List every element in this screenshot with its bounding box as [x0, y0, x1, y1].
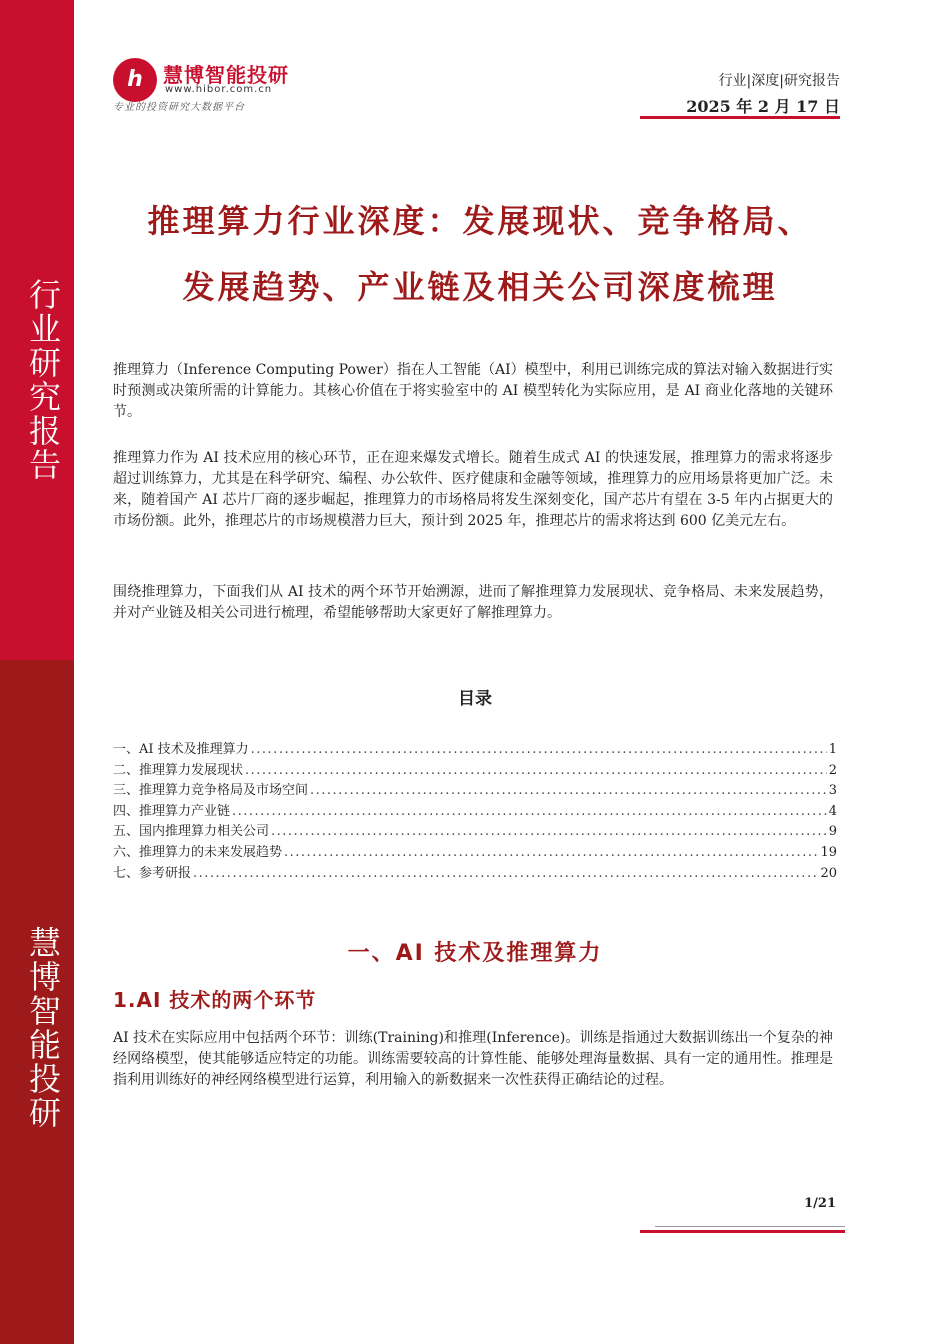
toc-entry-page: 1 [828, 742, 837, 757]
toc-leader-dots [232, 804, 827, 819]
toc-title: 目录 [458, 689, 492, 709]
section-paragraph-1: AI 技术在实际应用中包括两个环节：训练(Training)和推理(Inference)。训练是指通过大数据训练出一个复杂的神经网络模型，使其能够适应特定的功能。训练需要较高的计算性能、能够处理海量数据、具有一定的通用性。推理是指利用训练好的神经网络模型进行运算，利用输入的新数据来一次性获得正确结论的过程。 [113, 1030, 833, 1088]
logo-url: www.hibor.com.cn [165, 84, 273, 95]
toc-entry-label: 四、推理算力产业链 [113, 803, 231, 819]
toc-leader-dots [310, 783, 827, 798]
intro-paragraph-2: 推理算力作为 AI 技术应用的核心环节，正在迎来爆发式增长。随着生成式 AI 的快速发展，推理算力的需求将逐步超过训练算力，尤其是在科学研究、编程、办公软件、医疗健康和金融等领域，推理算力的应用场景将更加广泛。未来，随着国产 AI 芯片厂商的逐步崛起，推理算力的市场格局将发生深刻变化，国产芯片有望在 3-5 年内占据更大的市场份额。此外，推理芯片的市场规模潜力巨大，预计到 2025 年，推理芯片的需求将达到 600 亿美元左右。 [113, 450, 833, 529]
toc-entry-page: 20 [820, 865, 837, 881]
toc-entry-label: 二、推理算力发展现状 [113, 762, 244, 778]
logo-tagline: 专业的投资研究大数据平台 [113, 102, 245, 113]
subsection-heading: 1.AI 技术的两个环节 [113, 988, 317, 1012]
toc-leader-dots [271, 824, 827, 839]
hibor-logo [113, 58, 293, 114]
footer-divider-thick [640, 1230, 845, 1233]
toc-leader-dots [193, 866, 818, 881]
toc-entry[interactable] [113, 738, 837, 759]
toc-entry[interactable] [113, 862, 837, 883]
toc-entry[interactable] [113, 800, 837, 821]
sidebar-label-industry-report: 行业研究报告 [24, 278, 62, 482]
toc-entry[interactable] [113, 820, 837, 841]
intro-paragraph-3: 围绕推理算力，下面我们从 AI 技术的两个环节开始溯源，进而了解推理算力发展现状、竞争格局、未来发展趋势，并对产业链及相关公司进行梳理，希望能够帮助大家更好了解推理算力。 [113, 584, 833, 621]
toc-entry-label: 一、AI 技术及推理算力 [113, 742, 249, 757]
toc-entry-label: 七、参考研报 [113, 865, 192, 881]
toc-entry[interactable] [113, 841, 837, 862]
toc-entry-page: 9 [828, 824, 837, 840]
toc-entry[interactable] [113, 759, 837, 780]
page-title-line-1: 推理算力行业深度：发展现状、竞争格局、 [147, 202, 813, 240]
toc-entry-label: 六、推理算力的未来发展趋势 [113, 844, 283, 860]
section-heading: 一、AI 技术及推理算力 [347, 941, 603, 966]
intro-paragraph-1: 推理算力（Inference Computing Power）指在人工智能（AI）模型中，利用已训练完成的算法对输入数据进行实时预测或决策所需的计算能力。其核心价值在于将实验室中的 AI 模型转化为实际应用，是 AI 商业化落地的关键环节。 [113, 362, 833, 420]
table-of-contents [113, 738, 837, 882]
toc-entry-page: 2 [828, 762, 837, 778]
page-title-line-2: 发展趋势、产业链及相关公司深度梳理 [182, 268, 778, 306]
sidebar-label-brand: 慧博智能投研 [24, 926, 62, 1130]
toc-entry-page: 19 [820, 844, 837, 860]
toc-leader-dots [245, 763, 827, 778]
footer-divider-thin [655, 1226, 845, 1227]
logo-mark-icon: h [113, 58, 157, 102]
toc-leader-dots [251, 742, 827, 757]
toc-entry-label: 三、推理算力竞争格局及市场空间 [113, 783, 309, 799]
page-number: 1/21 [804, 1196, 836, 1211]
toc-entry-page: 3 [828, 783, 837, 799]
toc-entry-label: 五、国内推理算力相关公司 [113, 824, 270, 840]
toc-leader-dots [284, 845, 818, 860]
report-date: 2025 年 2 月 17 日 [686, 97, 840, 116]
report-type: 行业|深度|研究报告 [718, 73, 840, 89]
toc-entry[interactable] [113, 779, 837, 800]
logo-name: 慧博智能投研 [163, 63, 289, 87]
header-divider [640, 116, 840, 119]
toc-entry-page: 4 [828, 803, 837, 819]
